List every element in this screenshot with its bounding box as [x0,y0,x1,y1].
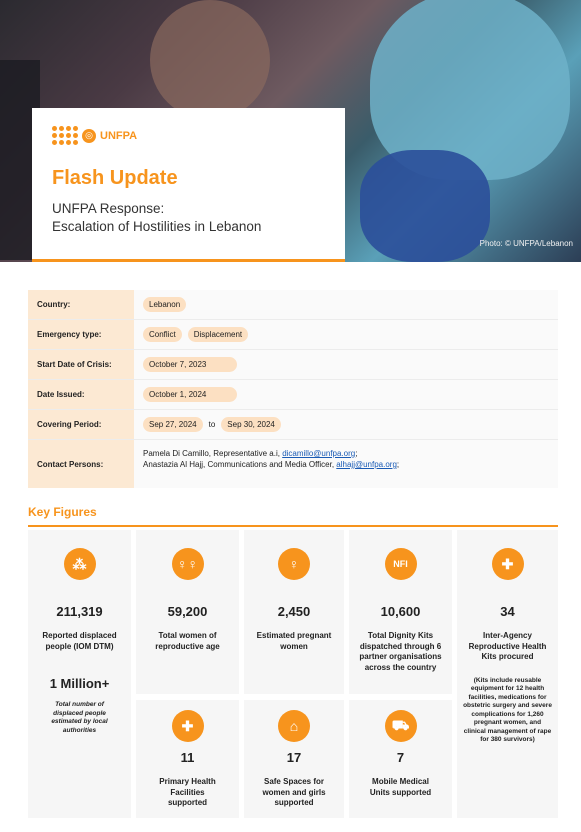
row-value [134,320,558,349]
contact-sep: ; [396,460,400,469]
figure-card-health-facilities [136,700,239,818]
women-icon: ♀♀ [172,548,204,580]
figure-desc [349,631,452,673]
figure-number: 17 [286,750,302,765]
row-value [134,440,558,488]
start-date-pill: October 7, 2023 [143,357,237,372]
health-facility-icon: ✚ [172,710,204,742]
ambulance-icon: ⛟ [385,710,417,742]
figure-card-mobile-units [349,700,452,818]
note-part: 12 health facilities [468,685,545,701]
figure-number: 10,600 [380,604,421,619]
row-label: Emergency type: [28,320,134,349]
note-part: , medications for obstetric surgery and severe complications for [463,693,552,718]
period-from-pill: Sep 27, 2024 [143,417,203,432]
contact-line [143,459,558,470]
row-label: Start Date of Crisis: [28,350,134,379]
pregnant-woman-icon: ♀ [278,548,310,580]
safe-space-icon: ⌂ [278,710,310,742]
figure-card-rh-kits [457,530,558,818]
page-subtitle [52,200,327,236]
figure-number: 1 Million+ [49,676,110,691]
row-value [134,290,558,319]
divider [28,525,558,527]
desc-part: partner organisations across the country [359,652,442,672]
figure-card-women [136,530,239,694]
row-emergency [28,320,558,350]
row-value [134,380,558,409]
title-card [32,108,345,262]
people-group-icon: ⁂ [64,548,96,580]
issued-date-pill: October 1, 2024 [143,387,237,402]
figure-number: 34 [500,604,515,619]
row-value [134,410,558,439]
country-pill: Lebanon [143,297,186,312]
figure-desc: Mobile Medical Units supported [369,777,432,797]
desc-part: 6 [436,641,442,651]
contact-sep: ; [355,449,358,458]
period-to-word: to [208,420,216,429]
figure-number: 7 [396,750,405,765]
brand-name: UNFPA [100,129,138,142]
contact-name: Pamela Di Camillo, Representative a.i, [143,449,280,458]
row-period [28,410,558,440]
figure-card-displaced [28,530,131,818]
note-part: ) [532,736,535,743]
row-label: Country: [28,290,134,319]
row-start-date [28,350,558,380]
dots-icon [52,126,78,145]
contact-line [143,448,558,459]
row-contacts [28,440,558,488]
row-issued [28,380,558,410]
nfi-icon: NFI [385,548,417,580]
figure-desc: Reported displaced people (IOM DTM) [42,631,117,651]
unfpa-logo [52,126,327,145]
figure-card-pregnant [244,530,344,694]
contact-name: Anastazia Al Hajj, Communications and Media Officer, [143,460,335,469]
note-part: 380 survivors [490,736,533,743]
key-figures-title: Key Figures [28,505,97,519]
figure-card-safe-spaces [244,700,344,818]
contact-email-link[interactable]: dicamillo@unfpa.org [282,449,356,458]
medical-kit-icon: ✚ [492,548,524,580]
note-part: , and clinical management of rape for [463,719,552,743]
un-globe-icon: ◎ [82,129,96,143]
figure-number: 2,450 [277,604,311,619]
row-value [134,350,558,379]
row-country [28,290,558,320]
emergency-pill: Displacement [188,327,248,342]
row-label: Covering Period: [28,410,134,439]
figure-number: 59,200 [167,604,208,619]
row-label: Date Issued: [28,380,134,409]
figure-note: Total number of displaced people estimated by local authorities [51,701,108,734]
figure-card-dignity-kits [349,530,452,694]
figure-desc: Safe Spaces for women and girls supported [262,777,326,807]
note-part: (Kits include reusable equipment for [470,676,542,692]
subtitle-line: UNFPA Response: [52,201,165,216]
note-part: 1,260 pregnant women [473,710,544,726]
photo-shape [150,0,270,120]
contact-email-link[interactable]: alhajj@unfpa.org [336,460,397,469]
info-table [28,290,558,488]
page-title: Flash Update [52,167,178,189]
figure-desc: Estimated pregnant women [256,631,332,651]
figure-number: 211,319 [56,604,103,619]
figure-desc: Primary Health Facilities supported [159,777,216,807]
figure-desc: Total women of reproductive age [155,631,220,651]
emergency-pill: Conflict [143,327,182,342]
desc-part: Total Dignity Kits dispatched through [359,631,435,651]
figure-note [457,677,558,745]
figure-desc: Inter-Agency Reproductive Health Kits procured [468,631,547,661]
row-label: Contact Persons: [28,440,134,488]
photo-credit: Photo: © UNFPA/Lebanon [479,239,573,248]
subtitle-line: Escalation of Hostilities in Lebanon [52,219,262,234]
figure-number: 11 [180,750,195,765]
photo-shape [360,150,490,262]
period-to-pill: Sep 30, 2024 [221,417,281,432]
